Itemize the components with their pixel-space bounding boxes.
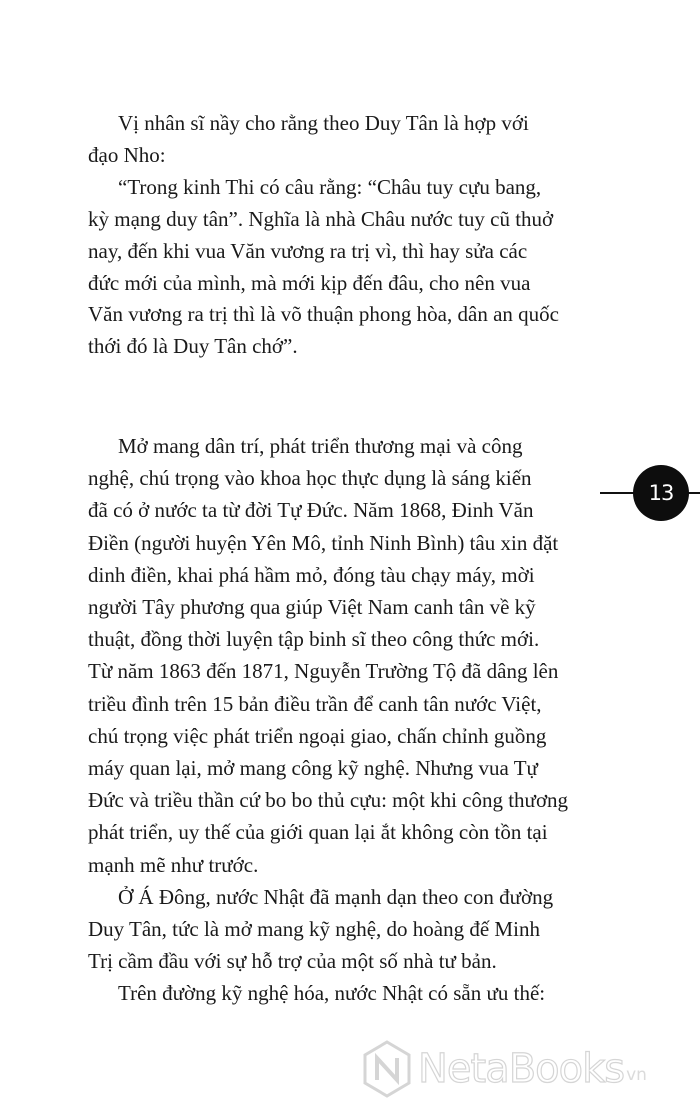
text-line: đạo Nho: (88, 142, 166, 167)
text-line: kỳ mạng duy tân”. Nghĩa là nhà Châu nước tuy cũ thuở (88, 206, 554, 231)
text-line: Vị nhân sĩ nầy cho rằng theo Duy Tân là hợp với (118, 111, 529, 135)
text-line: người Tây phương qua giúp Việt Nam canh tân về kỹ (88, 595, 536, 619)
text-line: Trên đường kỹ nghệ hóa, nước Nhật có sẵn ưu thế: (118, 981, 546, 1006)
text-line: mạnh mẽ như trước. (88, 852, 259, 877)
text-line: nay, đến khi vua Văn vương ra trị vì, thì hay sửa các (88, 238, 528, 263)
text-line: Duy Tân, tức là mở mang kỹ nghệ, do hoàng đế Minh (88, 917, 540, 941)
watermark-logo (362, 1040, 647, 1098)
text-line: chú trọng việc phát triển ngoại giao, chấn chỉnh guồng (88, 723, 547, 748)
text-line: Đức và triều thần cứ bo bo thủ cựu: một khi công thương (88, 788, 569, 813)
text-line: dinh điền, khai phá hầm mỏ, đóng tàu chạy máy, mời (88, 562, 535, 587)
text-line: đức mới của mình, mà mới kịp đến đâu, cho nên vua (88, 270, 531, 295)
text-line: phát triển, uy thế của giới quan lại ắt không còn tồn tại (88, 820, 548, 845)
text-line: thuật, đồng thời luyện tập binh sĩ theo công thức mới. (88, 627, 540, 652)
text-line: Từ năm 1863 đến 1871, Nguyễn Trường Tộ đã dâng lên (88, 659, 559, 684)
text-line: “Trong kinh Thi có câu rằng: “Châu tuy cựu bang, (118, 174, 542, 199)
watermark-suffix: vn (626, 1065, 647, 1085)
text-line: triều đình trên 15 bản điều trần để canh tân nước Việt, (88, 691, 542, 716)
text-line: máy quan lại, mở mang công kỹ nghệ. Nhưng vua Tự (88, 756, 538, 780)
text-line: Ở Á Đông, nước Nhật đã mạnh dạn theo con đường (118, 884, 554, 909)
text-line: Điền (người huyện Yên Mô, tỉnh Ninh Bình) tâu xin đặt (88, 530, 559, 555)
text-line: nghệ, chú trọng vào khoa học thực dụng là sáng kiến (88, 466, 532, 491)
page-number-badge (633, 465, 689, 521)
watermark-brand: NetaBooks (418, 1046, 625, 1092)
text-line: Mở mang dân trí, phát triển thương mại và công (118, 434, 523, 458)
text-line: đã có ở nước ta từ đời Tự Đức. Năm 1868, Đinh Văn (88, 498, 534, 523)
netabooks-logo-icon (362, 1040, 412, 1098)
text-line: thới đó là Duy Tân chớ”. (88, 334, 298, 359)
text-line: Trị cầm đầu với sự hỗ trợ của một số nhà tư bản. (88, 949, 497, 974)
text-line: Văn vương ra trị thì là võ thuận phong hòa, dân an quốc (88, 302, 559, 327)
page-number: 13 (648, 481, 674, 505)
